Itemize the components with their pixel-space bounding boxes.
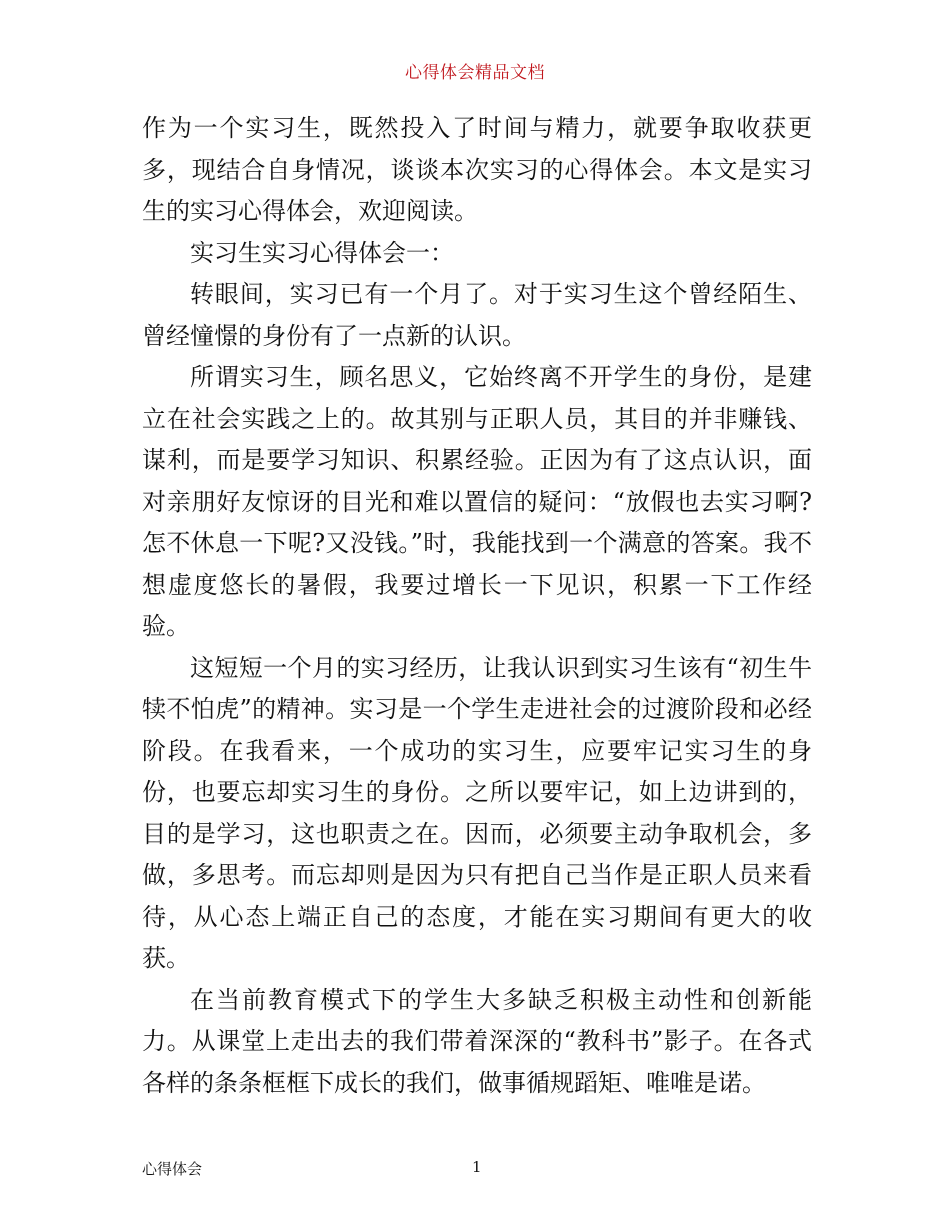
- body-paragraph: 在当前教育模式下的学生大多缺乏积极主动性和创新能力。从课堂上走出去的我们带着深深的“教科书”影子。在各式各样的条条框框下成长的我们，做事循规蹈矩、唯唯是诺。: [142, 985, 812, 1097]
- body-paragraph: 所谓实习生，顾名思义，它始终离不开学生的身份，是建立在社会实践之上的。故其别与正职人员，其目的并非赚钱、谋利，而是要学习知识、积累经验。正因为有了这点认识，面对亲朋好友惊讶的目光和难以置信的疑问：“放假也去实习啊?怎不休息一下呢?又没钱。”时，我能找到一个满意的答案。我不想虚度悠长的暑假，我要过增长一下见识，积累一下工作经验。: [142, 363, 812, 640]
- section-heading: 实习生实习心得体会一：: [190, 238, 454, 267]
- page-footer: [142, 1158, 812, 1182]
- document-header-title: 心得体会精品文档: [405, 63, 545, 83]
- document-body: [142, 108, 812, 1104]
- body-paragraph: 这短短一个月的实习经历，让我认识到实习生该有“初生牛犊不怕虎”的精神。实习是一个学生走进社会的过渡阶段和必经阶段。在我看来，一个成功的实习生，应要牢记实习生的身份，也要忘却实习生的身份。之所以要牢记，如上边讲到的，目的是学习，这也职责之在。因而，必须要主动争取机会，多做，多思考。而忘却则是因为只有把自己当作是正职人员来看待，从心态上端正自己的态度，才能在实习期间有更大的收获。: [142, 653, 812, 972]
- footer-label: 心得体会: [142, 1160, 203, 1178]
- body-paragraph: 转眼间，实习已有一个月了。对于实习生这个曾经陌生、曾经憧憬的身份有了一点新的认识。: [142, 280, 812, 350]
- page-number: 1: [472, 1158, 482, 1176]
- intro-paragraph: 作为一个实习生，既然投入了时间与精力，就要争取收获更多，现结合自身情况，谈谈本次实习的心得体会。本文是实习生的实习心得体会，欢迎阅读。: [142, 114, 812, 225]
